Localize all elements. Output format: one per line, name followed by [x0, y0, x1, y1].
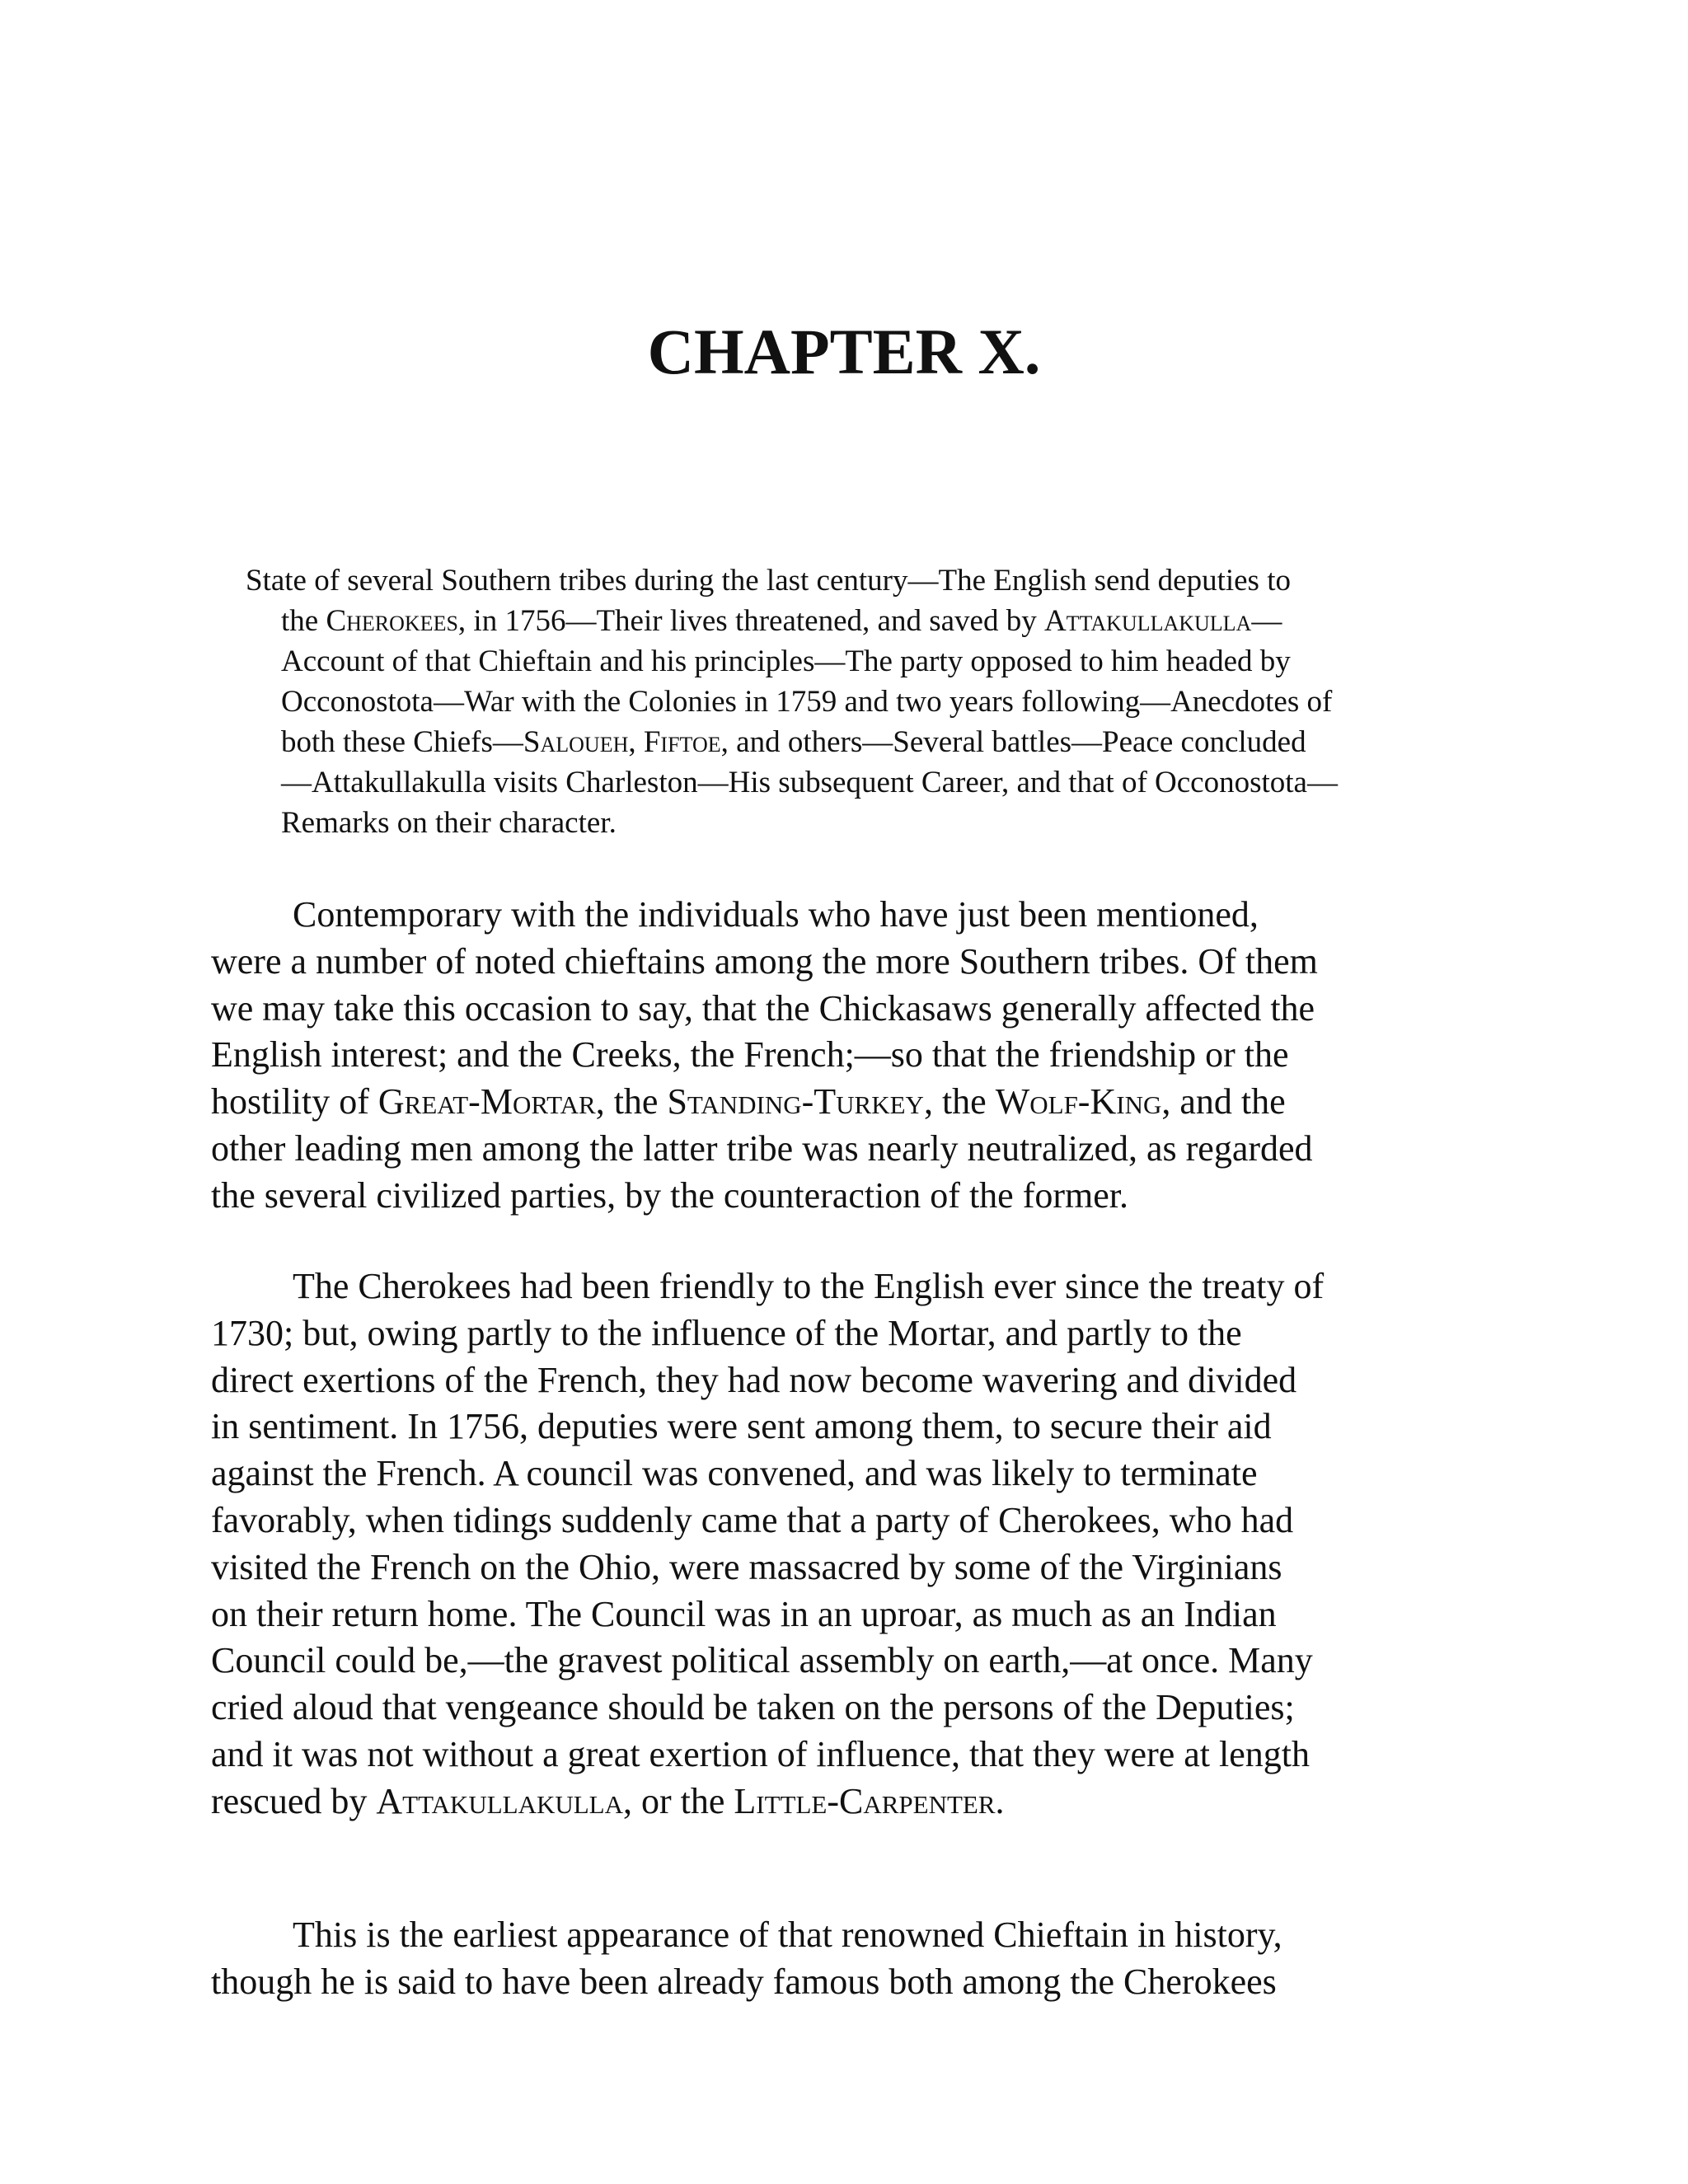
- paragraph-line: hostility of Great-Mortar, the Standing-Turkey, the Wolf-King, and the: [211, 1081, 1286, 1122]
- paragraph-line: visited the French on the Ohio, were massacred by some of the Virginians: [211, 1546, 1282, 1587]
- small-caps-name: Standing-Turkey: [667, 1081, 924, 1122]
- paragraph-line: cried aloud that vengeance should be taken on the persons of the Deputies;: [211, 1687, 1295, 1728]
- paragraph-line: the several civilized parties, by the counteraction of the former.: [211, 1174, 1128, 1216]
- synopsis-line: State of several Southern tribes during the last century—The English send deputies to: [246, 564, 1291, 598]
- paragraph-line: we may take this occasion to say, that the Chickasaws generally affected the: [211, 987, 1315, 1029]
- chapter-title: CHAPTER X.: [647, 316, 1041, 387]
- small-caps-name: Attakullakulla: [376, 1780, 623, 1821]
- chapter-synopsis: [246, 560, 1482, 843]
- paragraph-line: Council could be,—the gravest political assembly on earth,—at once. Many: [211, 1640, 1313, 1681]
- synopsis-line: Remarks on their character.: [281, 806, 617, 840]
- paragraph-line: other leading men among the latter tribe was nearly neutralized, as regarded: [211, 1127, 1313, 1169]
- paragraph-line: The Cherokees had been friendly to the English ever since the treaty of: [293, 1266, 1325, 1306]
- small-caps-name: Little-Carpenter: [734, 1780, 996, 1821]
- paragraph-line: though he is said to have been already famous both among the Cherokees: [211, 1961, 1277, 2002]
- synopsis-line: —Attakullakulla visits Charleston—His subsequent Career, and that of Occonostota—: [281, 766, 1338, 799]
- small-caps-name: Wolf-King: [995, 1081, 1162, 1122]
- paragraph-line: This is the earliest appearance of that renowned Chieftain in history,: [293, 1915, 1282, 1955]
- small-caps-name: Fiftoe: [643, 725, 721, 759]
- body-paragraph: [211, 1912, 1497, 2006]
- body-paragraph: [211, 1263, 1497, 1825]
- synopsis-line: Occonostota—War with the Colonies in 1759 and two years following—Anecdotes of: [281, 685, 1333, 719]
- body-paragraph: [211, 892, 1497, 1220]
- paragraph-line: Contemporary with the individuals who have just been mentioned,: [293, 894, 1259, 935]
- paragraph-line: English interest; and the Creeks, the French;—so that the friendship or the: [211, 1034, 1289, 1076]
- paragraph-line: direct exertions of the French, they had now become wavering and divided: [211, 1359, 1297, 1400]
- paragraph-line: and it was not without a great exertion of influence, that they were at length: [211, 1733, 1310, 1774]
- paragraph-line: favorably, when tidings suddenly came that a party of Cherokees, who had: [211, 1499, 1294, 1540]
- synopsis-line: both these Chiefs—Saloueh, Fiftoe, and others—Several battles—Peace concluded: [281, 725, 1306, 759]
- paragraph-line: on their return home. The Council was in an uproar, as much as an Indian: [211, 1593, 1277, 1634]
- small-caps-name: Cherokees: [326, 604, 458, 638]
- paragraph-line: rescued by Attakullakulla, or the Little-Carpenter.: [211, 1780, 1005, 1821]
- small-caps-name: Great-Mortar: [377, 1081, 596, 1122]
- small-caps-name: Saloueh: [523, 725, 629, 759]
- paragraph-line: 1730; but, owing partly to the influence of the Mortar, and partly to the: [211, 1312, 1242, 1353]
- synopsis-line: Account of that Chieftain and his principles—The party opposed to him headed by: [281, 644, 1291, 678]
- paragraph-line: were a number of noted chieftains among the more Southern tribes. Of them: [211, 940, 1318, 982]
- paragraph-line: against the French. A council was convened, and was likely to terminate: [211, 1453, 1258, 1494]
- paragraph-line: in sentiment. In 1756, deputies were sent among them, to secure their aid: [211, 1406, 1272, 1447]
- synopsis-line: the Cherokees, in 1756—Their lives threatened, and saved by Attakullakulla—: [281, 604, 1282, 638]
- small-caps-name: Attakullakulla: [1043, 604, 1252, 638]
